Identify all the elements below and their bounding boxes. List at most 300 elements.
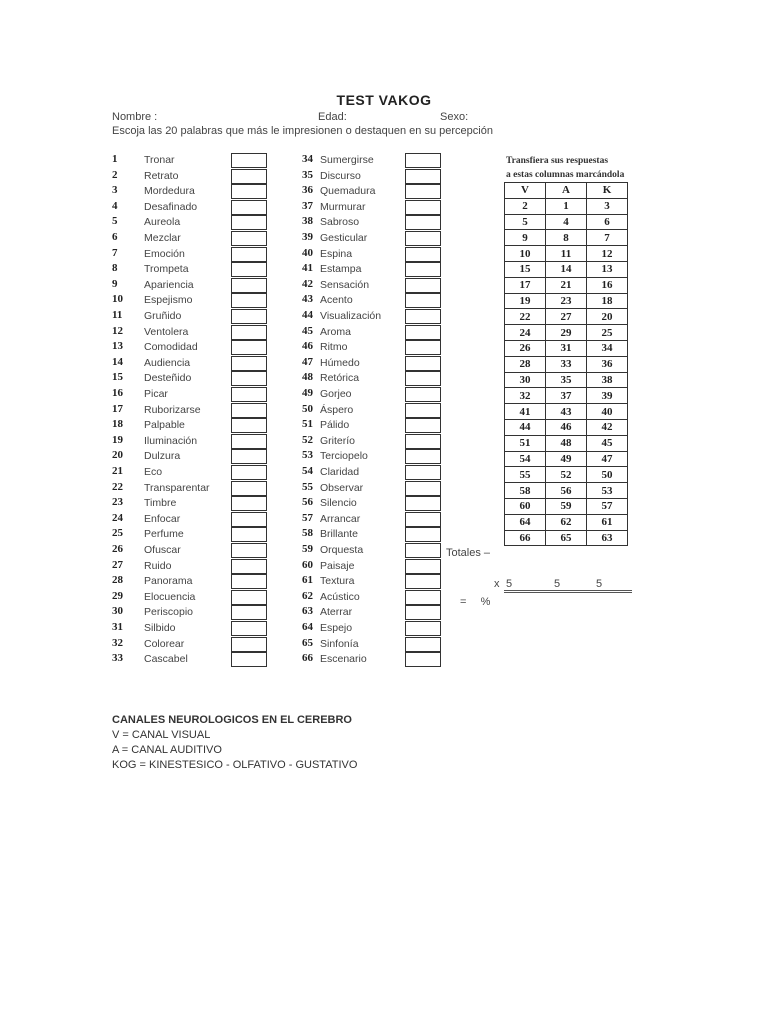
- word-label: Eco: [144, 466, 163, 478]
- vak-cell[interactable]: 57: [587, 498, 628, 514]
- answer-checkbox[interactable]: [231, 387, 267, 402]
- word-row: [302, 184, 502, 200]
- vak-cell[interactable]: 61: [587, 514, 628, 530]
- answer-checkbox[interactable]: [405, 403, 441, 418]
- word-number: 35: [302, 168, 313, 181]
- vak-row: [505, 419, 628, 435]
- answer-checkbox[interactable]: [231, 496, 267, 511]
- word-row: [302, 434, 502, 450]
- word-row: [302, 309, 502, 325]
- vak-cell[interactable]: 52: [546, 467, 587, 483]
- vak-cell[interactable]: 28: [505, 356, 546, 372]
- vak-row: [505, 277, 628, 293]
- answer-checkbox[interactable]: [231, 621, 267, 636]
- answer-checkbox[interactable]: [231, 340, 267, 355]
- word-row: [112, 559, 312, 575]
- word-label: Tronar: [144, 154, 175, 166]
- word-row: [112, 340, 312, 356]
- vak-cell[interactable]: 5: [505, 214, 546, 230]
- answer-checkbox[interactable]: [231, 293, 267, 308]
- answer-checkbox[interactable]: [405, 309, 441, 324]
- word-label: Audiencia: [144, 356, 191, 369]
- word-label: Arrancar: [320, 512, 361, 525]
- word-label: Trompeta: [144, 263, 189, 276]
- answer-checkbox[interactable]: [405, 543, 441, 558]
- word-number: 13: [112, 340, 123, 353]
- vak-cell[interactable]: 10: [505, 246, 546, 262]
- word-number: 5: [112, 215, 118, 228]
- vak-row: [505, 325, 628, 341]
- vak-row: [505, 404, 628, 420]
- vak-cell[interactable]: 60: [505, 498, 546, 514]
- word-number: 8: [112, 262, 118, 275]
- answer-checkbox[interactable]: [231, 543, 267, 558]
- vak-cell[interactable]: 25: [587, 325, 628, 341]
- word-label: Ruido: [144, 559, 172, 572]
- word-number: 3: [112, 184, 118, 197]
- answer-checkbox[interactable]: [405, 605, 441, 620]
- word-row: [112, 465, 312, 481]
- vak-cell[interactable]: 7: [587, 230, 628, 246]
- word-row: [302, 231, 502, 247]
- word-label: Periscopio: [144, 606, 194, 619]
- word-number: 7: [112, 246, 118, 259]
- word-row: [302, 496, 502, 512]
- word-label: Comodidad: [144, 341, 198, 354]
- word-number: 10: [112, 293, 123, 306]
- vak-cell[interactable]: 44: [505, 419, 546, 435]
- answer-checkbox[interactable]: [231, 434, 267, 449]
- vak-cell[interactable]: 8: [546, 230, 587, 246]
- vak-cell[interactable]: 54: [505, 451, 546, 467]
- word-row: [112, 543, 312, 559]
- answer-checkbox[interactable]: [231, 559, 267, 574]
- multiplier-v: 5: [506, 578, 513, 590]
- word-label: Quemadura: [320, 185, 376, 198]
- answer-checkbox[interactable]: [231, 465, 267, 480]
- word-label: Brillante: [320, 528, 358, 541]
- word-number: 9: [112, 277, 118, 290]
- word-row: [302, 293, 502, 309]
- vak-cell[interactable]: 32: [505, 388, 546, 404]
- word-label: Visualización: [320, 310, 382, 322]
- word-row: [112, 418, 312, 434]
- answer-checkbox[interactable]: [405, 574, 441, 589]
- edad-label: Edad:: [318, 111, 347, 123]
- answer-checkbox[interactable]: [405, 262, 441, 277]
- vak-body: [505, 198, 628, 546]
- word-row: [112, 200, 312, 216]
- word-row: [112, 356, 312, 372]
- vak-cell[interactable]: 43: [546, 404, 587, 420]
- word-label: Ritmo: [320, 341, 348, 354]
- word-number: 14: [112, 355, 123, 368]
- word-number: 49: [302, 387, 313, 399]
- vak-table: [504, 182, 628, 546]
- answer-checkbox[interactable]: [405, 387, 441, 402]
- answer-checkbox[interactable]: [231, 418, 267, 433]
- vak-cell[interactable]: 31: [546, 340, 587, 356]
- answer-checkbox[interactable]: [405, 434, 441, 449]
- answer-checkbox[interactable]: [231, 325, 267, 340]
- answer-checkbox[interactable]: [231, 231, 267, 246]
- word-number: 65: [302, 636, 313, 649]
- word-number: 20: [112, 449, 123, 462]
- word-label: Orquesta: [320, 544, 364, 556]
- answer-checkbox[interactable]: [405, 340, 441, 355]
- word-number: 4: [112, 199, 118, 212]
- word-number: 18: [112, 418, 123, 431]
- word-row: [302, 200, 502, 216]
- vak-cell[interactable]: 46: [546, 419, 587, 435]
- vak-cell[interactable]: 29: [546, 325, 587, 341]
- word-row: [112, 512, 312, 528]
- word-number: 22: [112, 480, 123, 493]
- word-number: 61: [302, 574, 313, 587]
- word-number: 63: [302, 605, 313, 618]
- vak-cell[interactable]: 18: [587, 293, 628, 309]
- vak-cell[interactable]: 62: [546, 514, 587, 530]
- vak-row: [505, 293, 628, 309]
- vak-cell[interactable]: 23: [546, 293, 587, 309]
- word-label: Discurso: [320, 169, 361, 182]
- word-row: [112, 449, 312, 465]
- vak-cell[interactable]: 14: [546, 261, 587, 277]
- vak-cell[interactable]: 49: [546, 451, 587, 467]
- vak-cell[interactable]: 55: [505, 467, 546, 483]
- answer-checkbox[interactable]: [231, 481, 267, 496]
- multiplier-k: 5: [596, 578, 603, 590]
- vak-cell[interactable]: 63: [587, 530, 628, 546]
- word-number: 11: [112, 309, 123, 321]
- word-row: [302, 387, 502, 403]
- vak-cell[interactable]: 12: [587, 246, 628, 262]
- word-number: 60: [302, 558, 313, 571]
- vak-header-cell: A: [546, 183, 587, 199]
- word-number: 30: [112, 605, 123, 618]
- word-row: [302, 340, 502, 356]
- answer-checkbox[interactable]: [405, 652, 441, 667]
- answer-checkbox[interactable]: [405, 481, 441, 496]
- word-number: 37: [302, 199, 313, 212]
- vak-cell[interactable]: 33: [546, 356, 587, 372]
- word-label: Sabroso: [320, 216, 360, 229]
- vak-row: [505, 530, 628, 546]
- word-label: Ofuscar: [144, 544, 181, 556]
- word-row: [112, 293, 312, 309]
- word-row: [302, 481, 502, 497]
- answer-checkbox[interactable]: [405, 169, 441, 184]
- answer-checkbox[interactable]: [231, 215, 267, 230]
- multiply-sign: x: [494, 578, 500, 590]
- word-row: [112, 574, 312, 590]
- word-row: [302, 153, 502, 169]
- answer-checkbox[interactable]: [231, 184, 267, 199]
- answer-checkbox[interactable]: [405, 496, 441, 511]
- word-row: [112, 590, 312, 606]
- word-row: [302, 559, 502, 575]
- vak-cell[interactable]: 48: [546, 435, 587, 451]
- vak-cell[interactable]: 15: [505, 261, 546, 277]
- word-row: [302, 215, 502, 231]
- vak-cell[interactable]: 51: [505, 435, 546, 451]
- answer-checkbox[interactable]: [405, 621, 441, 636]
- word-label: Ventolera: [144, 325, 189, 338]
- word-label: Estampa: [320, 263, 362, 276]
- vak-cell[interactable]: 53: [587, 483, 628, 499]
- answer-checkbox[interactable]: [405, 371, 441, 386]
- word-number: 21: [112, 465, 123, 477]
- word-row: [112, 637, 312, 653]
- answer-checkbox[interactable]: [231, 278, 267, 293]
- vak-cell[interactable]: 27: [546, 309, 587, 325]
- answer-checkbox[interactable]: [405, 231, 441, 246]
- vak-cell[interactable]: 1: [546, 198, 587, 214]
- vak-cell[interactable]: 9: [505, 230, 546, 246]
- word-label: Textura: [320, 575, 355, 588]
- word-label: Aroma: [320, 325, 351, 338]
- vak-cell[interactable]: 65: [546, 530, 587, 546]
- answer-checkbox[interactable]: [405, 559, 441, 574]
- word-label: Elocuencia: [144, 590, 196, 603]
- word-row: [302, 465, 502, 481]
- word-label: Transparentar: [144, 481, 210, 494]
- vak-cell[interactable]: 22: [505, 309, 546, 325]
- vak-cell[interactable]: 40: [587, 404, 628, 420]
- answer-checkbox[interactable]: [231, 403, 267, 418]
- vak-row: [505, 514, 628, 530]
- answer-checkbox[interactable]: [231, 527, 267, 542]
- word-label: Panorama: [144, 575, 193, 588]
- vak-row: [505, 498, 628, 514]
- nombre-label: Nombre :: [112, 111, 158, 123]
- answer-checkbox[interactable]: [231, 371, 267, 386]
- word-row: [112, 371, 312, 387]
- word-number: 33: [112, 652, 123, 665]
- answer-checkbox[interactable]: [405, 418, 441, 433]
- answer-checkbox[interactable]: [405, 449, 441, 464]
- word-row: [302, 574, 502, 590]
- vak-cell[interactable]: 6: [587, 214, 628, 230]
- word-number: 51: [302, 418, 313, 431]
- canal-kog-line: KOG = KINESTESICO - OLFATIVO - GUSTATIVO: [112, 759, 358, 771]
- vak-cell[interactable]: 2: [505, 198, 546, 214]
- vak-cell[interactable]: 26: [505, 340, 546, 356]
- vak-cell[interactable]: 24: [505, 325, 546, 341]
- word-label: Gruñido: [144, 310, 182, 322]
- word-row: [112, 481, 312, 497]
- word-label: Escenario: [320, 653, 367, 666]
- word-number: 38: [302, 215, 313, 228]
- answer-checkbox[interactable]: [231, 637, 267, 652]
- vak-row: [505, 451, 628, 467]
- answer-checkbox[interactable]: [231, 247, 267, 262]
- word-row: [302, 512, 502, 528]
- answer-checkbox[interactable]: [405, 200, 441, 215]
- vak-cell[interactable]: 35: [546, 372, 587, 388]
- answer-checkbox[interactable]: [231, 605, 267, 620]
- totales-label: Totales –: [446, 547, 491, 559]
- answer-checkbox[interactable]: [231, 309, 267, 324]
- vak-cell[interactable]: 56: [546, 483, 587, 499]
- word-number: 12: [112, 324, 123, 337]
- vak-cell[interactable]: 19: [505, 293, 546, 309]
- word-number: 6: [112, 231, 118, 243]
- answer-checkbox[interactable]: [405, 278, 441, 293]
- answer-checkbox[interactable]: [405, 325, 441, 340]
- word-number: 64: [302, 621, 313, 633]
- word-row: [112, 527, 312, 543]
- word-row: [112, 231, 312, 247]
- word-row: [302, 449, 502, 465]
- vak-cell[interactable]: 47: [587, 451, 628, 467]
- vak-row: [505, 340, 628, 356]
- answer-checkbox[interactable]: [231, 262, 267, 277]
- answer-checkbox[interactable]: [405, 153, 441, 168]
- vak-cell[interactable]: 38: [587, 372, 628, 388]
- answer-checkbox[interactable]: [231, 652, 267, 667]
- vak-cell[interactable]: 21: [546, 277, 587, 293]
- word-number: 40: [302, 246, 313, 259]
- word-row: [112, 403, 312, 419]
- word-number: 43: [302, 293, 313, 306]
- word-number: 17: [112, 402, 123, 415]
- vak-cell[interactable]: 16: [587, 277, 628, 293]
- answer-checkbox[interactable]: [231, 153, 267, 168]
- vak-cell[interactable]: 59: [546, 498, 587, 514]
- word-number: 28: [112, 574, 123, 587]
- vak-cell[interactable]: 37: [546, 388, 587, 404]
- answer-checkbox[interactable]: [405, 247, 441, 262]
- word-label: Enfocar: [144, 512, 181, 525]
- vak-row: [505, 309, 628, 325]
- vak-cell[interactable]: 13: [587, 261, 628, 277]
- vak-cell[interactable]: 36: [587, 356, 628, 372]
- answer-checkbox[interactable]: [405, 590, 441, 605]
- answer-checkbox[interactable]: [231, 512, 267, 527]
- answer-checkbox[interactable]: [231, 356, 267, 371]
- vak-cell[interactable]: 11: [546, 246, 587, 262]
- answer-checkbox[interactable]: [405, 215, 441, 230]
- vak-cell[interactable]: 66: [505, 530, 546, 546]
- word-label: Retórica: [320, 372, 360, 385]
- totals-rule-2: [504, 592, 632, 593]
- word-number: 62: [302, 589, 313, 602]
- word-row: [112, 278, 312, 294]
- word-number: 41: [302, 262, 313, 275]
- answer-checkbox[interactable]: [231, 574, 267, 589]
- vak-row: [505, 214, 628, 230]
- word-number: 29: [112, 589, 123, 602]
- word-row: [112, 652, 312, 668]
- multiplier-a: 5: [554, 578, 561, 590]
- vak-header-cell: V: [505, 183, 546, 199]
- answer-checkbox[interactable]: [405, 293, 441, 308]
- word-row: [302, 637, 502, 653]
- word-label: Cascabel: [144, 653, 188, 666]
- word-number: 57: [302, 511, 313, 524]
- answer-checkbox[interactable]: [231, 169, 267, 184]
- word-number: 27: [112, 558, 123, 571]
- vak-row: [505, 388, 628, 404]
- vak-cell[interactable]: 17: [505, 277, 546, 293]
- answer-checkbox[interactable]: [405, 184, 441, 199]
- word-number: 50: [302, 402, 313, 415]
- word-number: 25: [112, 527, 123, 540]
- word-row: [302, 169, 502, 185]
- word-number: 48: [302, 371, 313, 384]
- word-label: Gesticular: [320, 232, 368, 244]
- word-row: [112, 605, 312, 621]
- word-row: [302, 652, 502, 668]
- answer-checkbox[interactable]: [405, 527, 441, 542]
- vak-header-cell: K: [587, 183, 628, 199]
- word-label: Silbido: [144, 622, 176, 634]
- answer-checkbox[interactable]: [405, 637, 441, 652]
- vak-row: [505, 246, 628, 262]
- answer-checkbox[interactable]: [405, 356, 441, 371]
- word-label: Pálido: [320, 419, 350, 432]
- word-number: 56: [302, 496, 313, 509]
- vak-cell[interactable]: 58: [505, 483, 546, 499]
- word-label: Observar: [320, 481, 364, 494]
- word-row: [112, 262, 312, 278]
- vak-cell[interactable]: 42: [587, 419, 628, 435]
- vak-cell[interactable]: 64: [505, 514, 546, 530]
- word-number: 47: [302, 355, 313, 368]
- word-row: [112, 434, 312, 450]
- word-label: Desafinado: [144, 200, 198, 213]
- word-label: Espejismo: [144, 294, 193, 307]
- vak-cell[interactable]: 34: [587, 340, 628, 356]
- word-row: [112, 184, 312, 200]
- word-row: [302, 418, 502, 434]
- word-number: 24: [112, 511, 123, 524]
- vak-header-row: [505, 183, 628, 199]
- answer-checkbox[interactable]: [231, 590, 267, 605]
- vak-row: [505, 356, 628, 372]
- word-label: Colorear: [144, 637, 185, 650]
- word-number: 66: [302, 652, 313, 665]
- answer-checkbox[interactable]: [231, 200, 267, 215]
- word-row: [112, 309, 312, 325]
- vak-cell[interactable]: 41: [505, 404, 546, 420]
- word-number: 54: [302, 465, 313, 477]
- word-label: Paisaje: [320, 559, 355, 572]
- vak-cell[interactable]: 3: [587, 198, 628, 214]
- word-row: [112, 325, 312, 341]
- answer-checkbox[interactable]: [405, 512, 441, 527]
- vak-cell[interactable]: 20: [587, 309, 628, 325]
- vak-cell[interactable]: 30: [505, 372, 546, 388]
- word-number: 2: [112, 168, 118, 181]
- vak-row: [505, 230, 628, 246]
- answer-checkbox[interactable]: [231, 449, 267, 464]
- word-row: [302, 247, 502, 263]
- word-label: Apariencia: [144, 278, 194, 291]
- word-number: 1: [112, 153, 118, 165]
- vak-cell[interactable]: 50: [587, 467, 628, 483]
- vak-cell[interactable]: 39: [587, 388, 628, 404]
- word-label: Acento: [320, 294, 353, 307]
- word-label: Terciopelo: [320, 450, 368, 463]
- word-label: Ruborizarse: [144, 403, 201, 416]
- word-number: 34: [302, 153, 313, 165]
- vak-cell[interactable]: 4: [546, 214, 587, 230]
- vak-cell[interactable]: 45: [587, 435, 628, 451]
- answer-checkbox[interactable]: [405, 465, 441, 480]
- word-number: 59: [302, 543, 313, 555]
